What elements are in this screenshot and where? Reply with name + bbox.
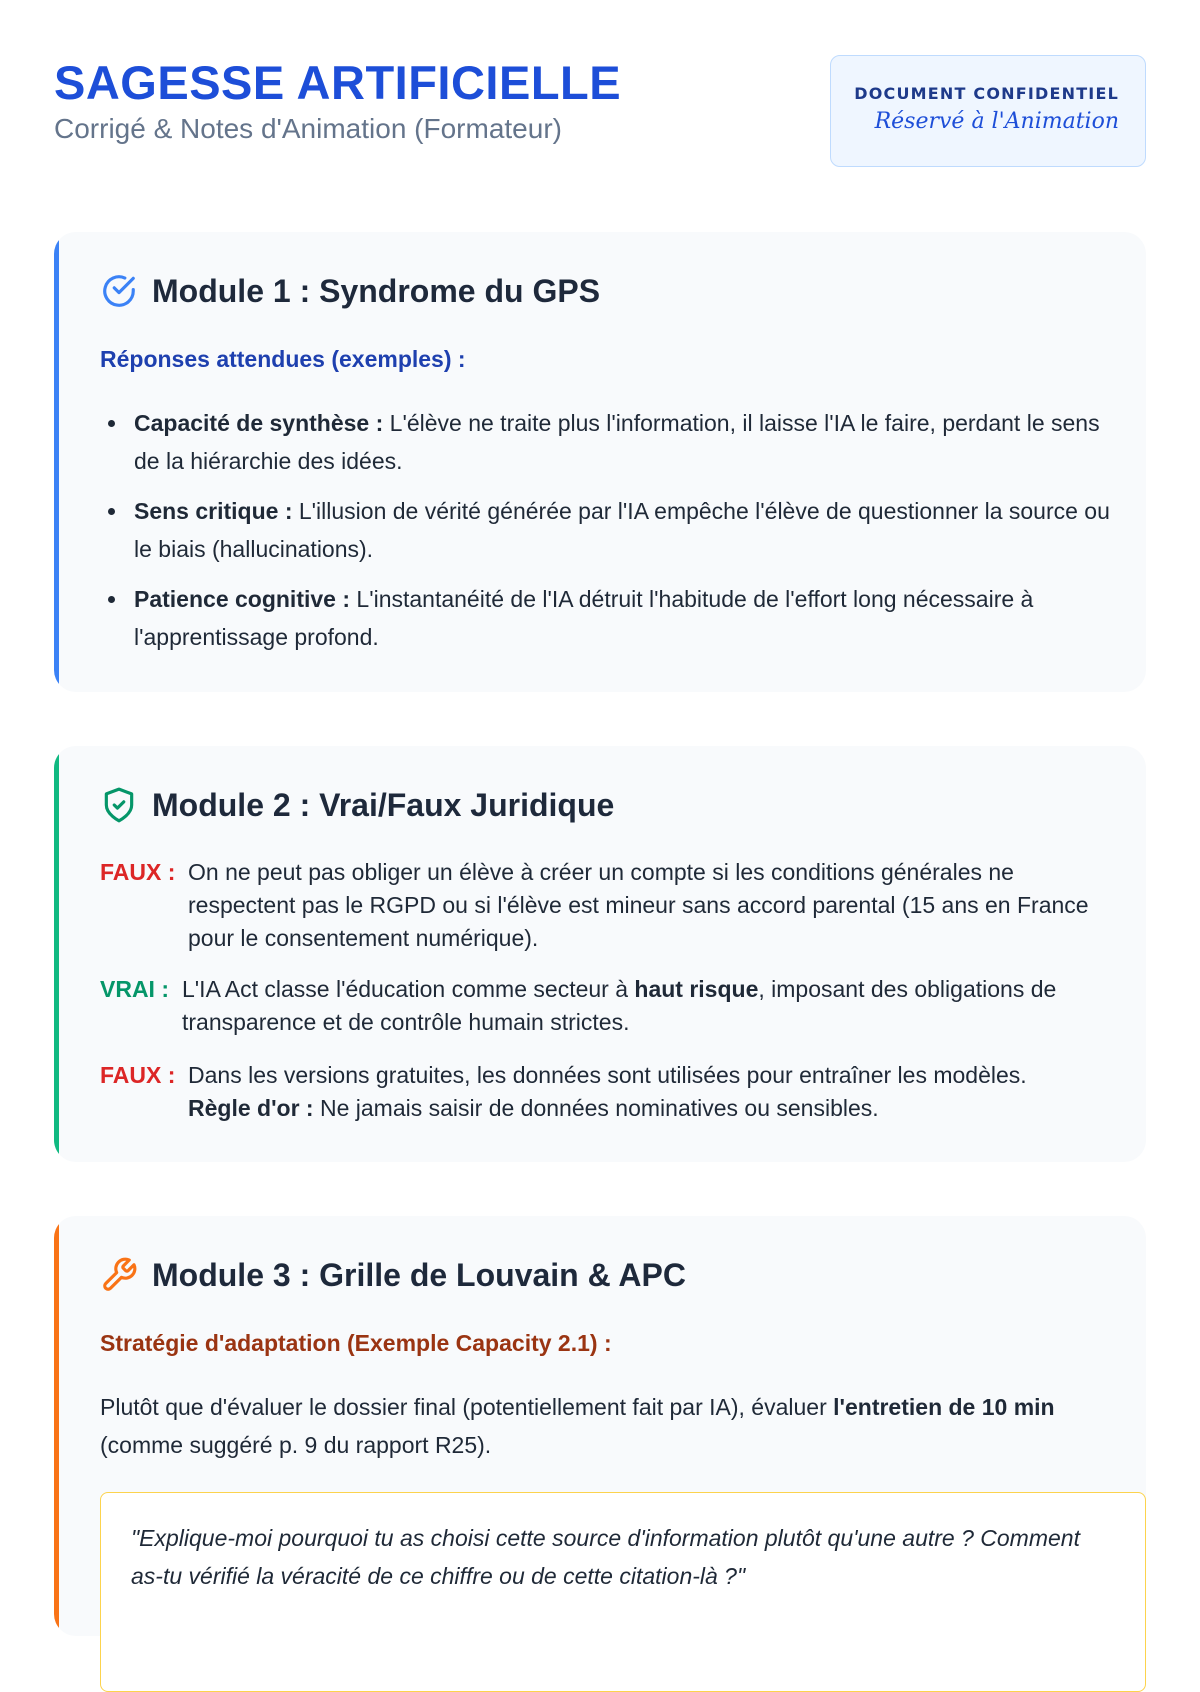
module-1-title-row: [100, 272, 600, 310]
tf-text-part: Dans les versions gratuites, les données sont utilisées pour entraîner les modèles.: [188, 1062, 1027, 1088]
page-title: SAGESSE ARTIFICIELLE: [54, 56, 622, 109]
module-3-title: Module 3 : Grille de Louvain & APC: [152, 1256, 686, 1293]
item-text: L'illusion de vérité générée par l'IA empêche l'élève de questionner la source ou le biais (hallucinations).: [134, 498, 1110, 562]
faux-tag: FAUX :: [100, 859, 176, 885]
tf-text-bold: haut risque: [634, 976, 759, 1002]
page-subtitle: Corrigé & Notes d'Animation (Formateur): [54, 113, 562, 145]
tf-text: [188, 1059, 1110, 1125]
module-3-label: Stratégie d'adaptation (Exemple Capacity 2.1) :: [100, 1330, 612, 1356]
para-bold: l'entretien de 10 min: [833, 1394, 1055, 1420]
item-term: Sens critique :: [134, 498, 293, 524]
item-term: Capacité de synthèse :: [134, 410, 384, 436]
list-item: [100, 580, 1110, 656]
tf-text: On ne peut pas obliger un élève à créer un compte si les conditions générales ne respectent pas le RGPD ou si l'élève est mineur sans accord parental (15 ans en France pour le consentement numérique).: [188, 859, 1089, 951]
list-item: [100, 492, 1110, 568]
item-term: Patience cognitive :: [134, 586, 351, 612]
wrench-icon: [100, 1256, 138, 1294]
list-item: [100, 404, 1110, 480]
module-2-title-row: [100, 786, 614, 824]
module-2-card: [54, 746, 1146, 1162]
tf-text-part: L'IA Act classe l'éducation comme secteur à: [182, 976, 635, 1002]
page-header: [54, 55, 1146, 175]
rule-text: Ne jamais saisir de données nominatives ou sensibles.: [319, 1095, 879, 1121]
para-text: (comme suggéré p. 9 du rapport R25).: [100, 1432, 492, 1458]
para-text: Plutôt que d'évaluer le dossier final (potentiellement fait par IA), évaluer: [100, 1394, 834, 1420]
tf-row: [100, 1059, 1110, 1125]
module-1-list: [100, 404, 1110, 668]
badge-label: DOCUMENT CONFIDENTIEL: [854, 84, 1119, 103]
module-1-card: [54, 232, 1146, 692]
module-1-title: Module 1 : Syndrome du GPS: [152, 272, 601, 309]
tf-row: [100, 973, 1110, 1039]
example-quote: "Explique-moi pourquoi tu as choisi cette source d'information plutôt qu'une autre ? Comment as-tu vérifié la véracité de ce chiffre ou de cette citation-là ?": [100, 1492, 1146, 1692]
shield-check-icon: [100, 786, 138, 824]
faux-tag: FAUX :: [100, 1062, 176, 1088]
tf-text: [182, 973, 1110, 1039]
vrai-tag: VRAI :: [100, 976, 169, 1002]
module-3-title-row: [100, 1256, 686, 1294]
module-2-title: Module 2 : Vrai/Faux Juridique: [152, 786, 615, 823]
check-circle-icon: [100, 272, 138, 310]
item-text: L'élève ne traite plus l'information, il laisse l'IA le faire, perdant le sens de la hiérarchie des idées.: [134, 410, 1100, 474]
rule-label: Règle d'or :: [188, 1095, 314, 1121]
badge-note: Réservé à l'Animation: [874, 109, 1119, 134]
tf-text-part: , imposant des obligations de transparence et de contrôle humain strictes.: [182, 976, 1057, 1035]
tf-row: [100, 856, 1110, 955]
item-text: L'instantanéité de l'IA détruit l'habitude de l'effort long nécessaire à l'apprentissage profond.: [134, 586, 1034, 650]
confidential-badge: [830, 55, 1146, 167]
module-3-paragraph: [100, 1388, 1106, 1464]
module-1-label: Réponses attendues (exemples) :: [100, 346, 466, 372]
